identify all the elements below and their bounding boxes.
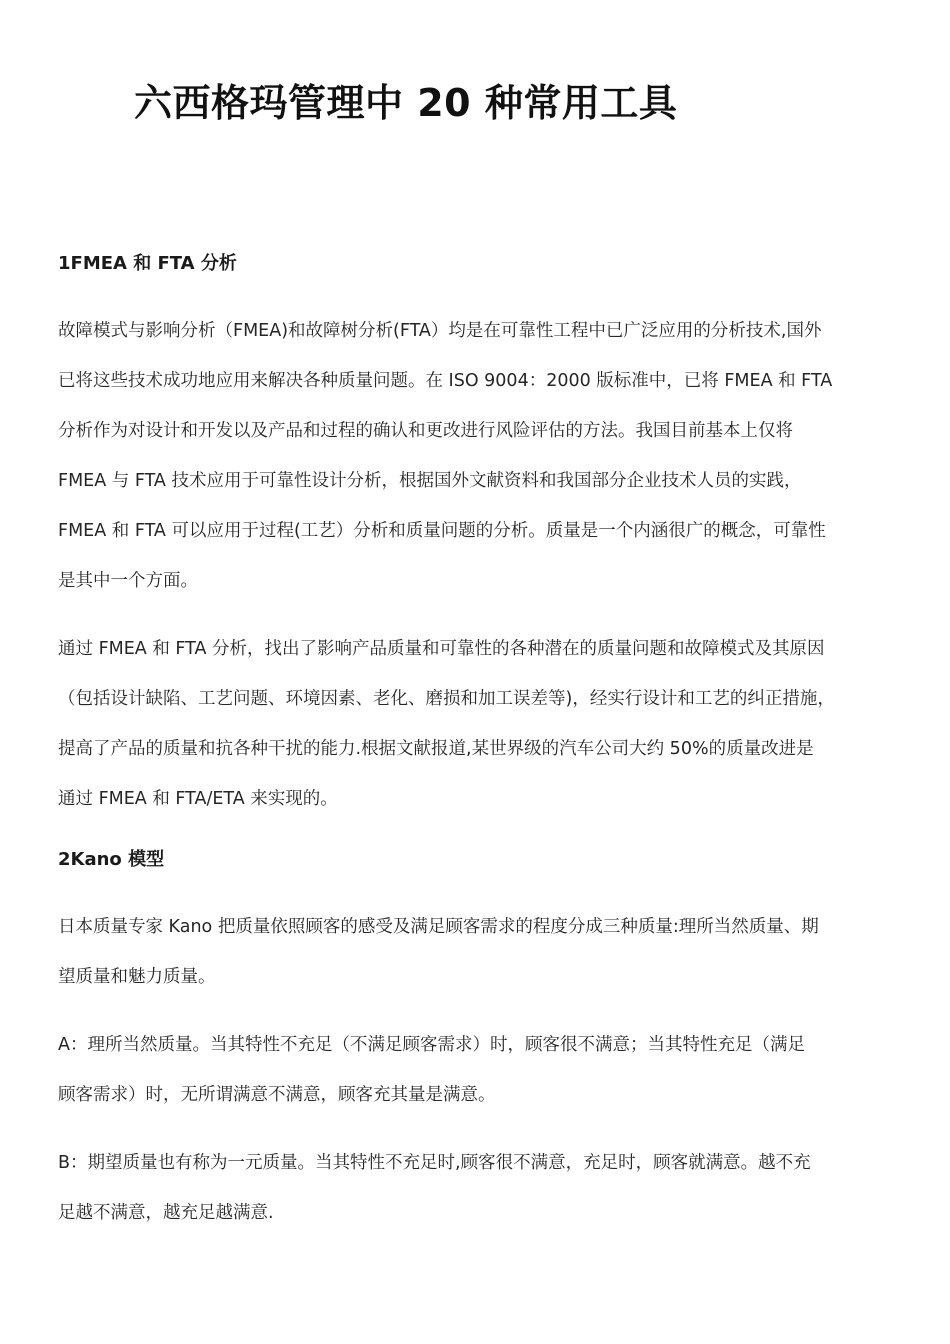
text-line: A：理所当然质量。当其特性不充足（不满足顾客需求）时，顾客很不满意；当其特性充足（满足 <box>58 1035 805 1055</box>
text-line: 故障模式与影响分析（FMEA)和故障树分析(FTA）均是在可靠性工程中已广泛应用的分析技术,国外 <box>58 321 822 341</box>
text-line: 足越不满意，越充足越满意. <box>58 1203 274 1223</box>
text-line: 顾客需求）时，无所谓满意不满意，顾客充其量是满意。 <box>58 1085 496 1105</box>
text-line: 通过 FMEA 和 FTA 分析，找出了影响产品质量和可靠性的各种潜在的质量问题和故障模式及其原因 <box>58 639 825 659</box>
document-title: 六西格玛管理中 20 种常用工具 <box>134 81 678 125</box>
document-body <box>58 248 898 1238</box>
paragraph-fmea-results <box>58 624 898 824</box>
text-line: 是其中一个方面。 <box>58 571 198 591</box>
text-line: B：期望质量也有称为一元质量。当其特性不充足时,顾客很不满意，充足时，顾客就满意。越不充 <box>58 1153 811 1173</box>
paragraph-fmea-intro <box>58 306 898 606</box>
paragraph-kano-a <box>58 1020 898 1120</box>
section-heading-fmea-fta: 1FMEA 和 FTA 分析 <box>58 253 237 274</box>
text-line: 通过 FMEA 和 FTA/ETA 来实现的。 <box>58 789 338 809</box>
section-heading-kano: 2Kano 模型 <box>58 849 165 870</box>
paragraph-kano-b <box>58 1138 898 1238</box>
text-line: （包括设计缺陷、工艺问题、环境因素、老化、磨损和加工误差等)，经实行设计和工艺的纠正措施， <box>58 689 835 709</box>
text-line: 望质量和魅力质量。 <box>58 967 216 987</box>
paragraph-kano-intro <box>58 902 898 1002</box>
text-line: 日本质量专家 Kano 把质量依照顾客的感受及满足顾客需求的程度分成三种质量:理所当然质量、期 <box>58 917 819 937</box>
text-line: 提高了产品的质量和抗各种干扰的能力.根据文献报道,某世界级的汽车公司大约 50%的质量改进是 <box>58 739 814 759</box>
text-line: FMEA 与 FTA 技术应用于可靠性设计分析，根据国外文献资料和我国部分企业技术人员的实践， <box>58 471 802 491</box>
text-line: 已将这些技术成功地应用来解决各种质量问题。在 ISO 9004：2000 版标准中，已将 FMEA 和 FTA <box>58 371 833 391</box>
text-line: 分析作为对设计和开发以及产品和过程的确认和更改进行风险评估的方法。我国目前基本上仅将 <box>58 421 793 441</box>
text-line: FMEA 和 FTA 可以应用于过程(工艺）分析和质量问题的分析。质量是一个内涵很广的概念，可靠性 <box>58 521 826 541</box>
